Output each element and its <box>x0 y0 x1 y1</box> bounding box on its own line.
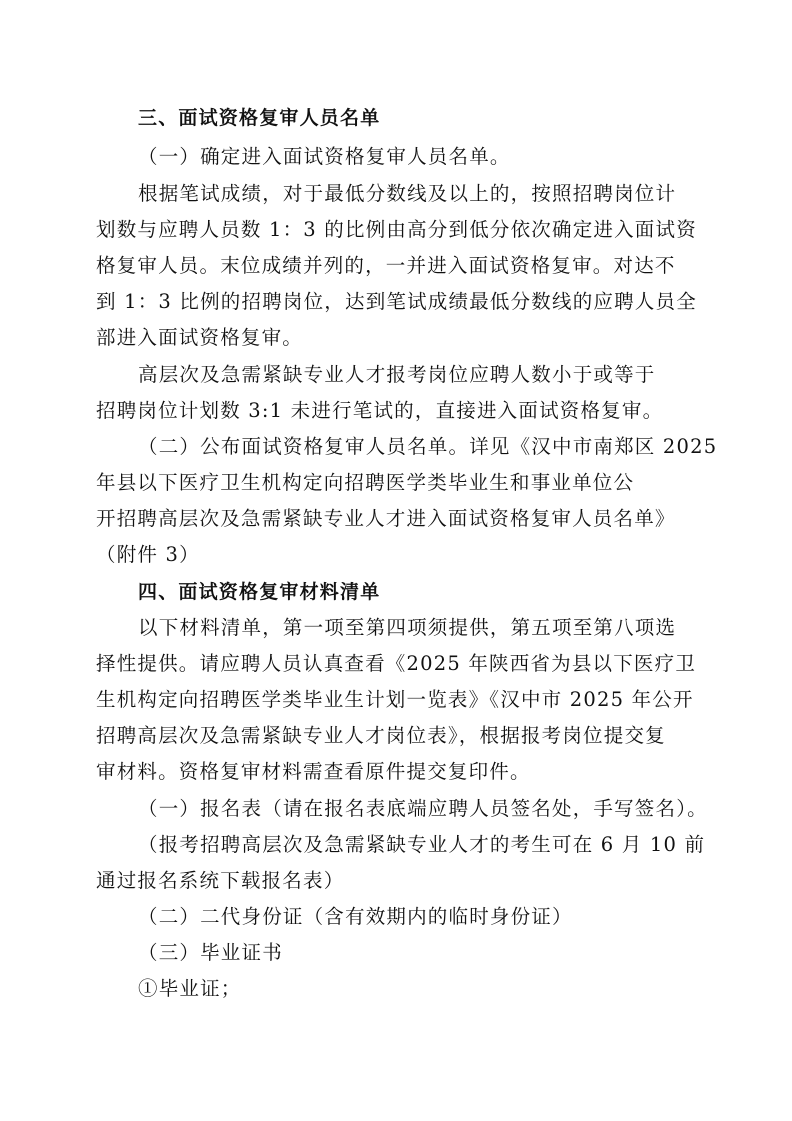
paragraph-line: 开招聘高层次及急需紧缺专业人才进入面试资格复审人员名单》 <box>96 507 676 530</box>
paragraph-line: 高层次及急需紧缺专业人才报考岗位应聘人数小于或等于 <box>138 363 656 386</box>
list-item: （二）二代身份证（含有效期内的临时身份证） <box>138 905 573 928</box>
paragraph-line: 到 1：3 比例的招聘岗位，达到笔试成绩最低分数线的应聘人员全 <box>96 290 697 313</box>
paragraph-line: 年县以下医疗卫生机构定向招聘医学类毕业生和事业单位公 <box>96 471 635 494</box>
paragraph-line: 格复审人员。末位成绩并列的，一并进入面试资格复审。对达不 <box>96 254 676 277</box>
paragraph-line: （附件 3） <box>96 543 200 566</box>
paragraph-line: 择性提供。请应聘人员认真查看《2025 年陕西省为县以下医疗卫 <box>96 652 697 675</box>
paragraph-line: 生机构定向招聘医学类毕业生计划一览表》《汉中市 2025 年公开 <box>96 688 694 711</box>
paragraph-line: （报考招聘高层次及急需紧缺专业人才的考生可在 6 月 10 前 <box>138 833 706 856</box>
list-item: ①毕业证； <box>138 977 242 1000</box>
paragraph-line: 审材料。资格复审材料需查看原件提交复印件。 <box>96 760 531 783</box>
paragraph-line: 以下材料清单，第一项至第四项须提供，第五项至第八项选 <box>138 616 677 639</box>
subsection-heading: （一）确定进入面试资格复审人员名单。 <box>138 145 511 168</box>
paragraph-line: 划数与应聘人员数 1：3 的比例由高分到低分依次确定进入面试资 <box>96 218 697 241</box>
paragraph-line: 根据笔试成绩，对于最低分数线及以上的，按照招聘岗位计 <box>138 182 677 205</box>
paragraph-line: 通过报名系统下载报名表） <box>96 869 345 892</box>
paragraph-line: （二）公布面试资格复审人员名单。详见《汉中市南郑区 2025 <box>138 435 718 458</box>
paragraph-line: 招聘高层次及急需紧缺专业人才岗位表》，根据报考岗位提交复 <box>96 724 666 747</box>
section-heading-3: 三、面试资格复审人员名单 <box>138 107 381 129</box>
list-item: （一）报名表（请在报名表底端应聘人员签名处，手写签名）。 <box>138 797 708 820</box>
paragraph-line: 招聘岗位计划数 3:1 未进行笔试的，直接进入面试资格复审。 <box>96 399 664 422</box>
list-item: （三）毕业证书 <box>138 941 283 964</box>
paragraph-line: 部进入面试资格复审。 <box>96 326 304 349</box>
section-heading-4: 四、面试资格复审材料清单 <box>138 581 381 603</box>
